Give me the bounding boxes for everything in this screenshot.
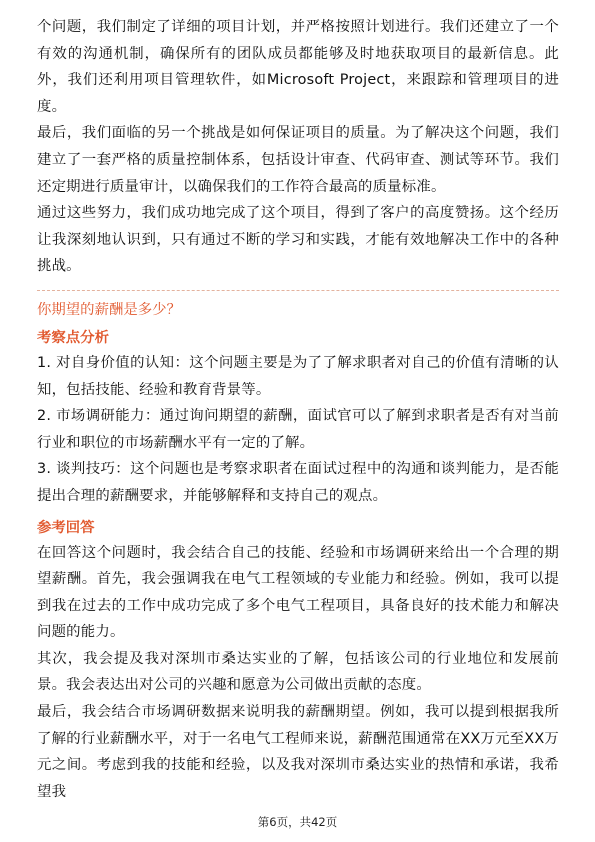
analysis-item: 3. 谈判技巧：这个问题也是考察求职者在面试过程中的沟通和谈判能力，是否能提出合理的薪酬要求，并能够解释和支持自己的观点。: [37, 461, 559, 504]
answer-paragraph: 在回答这个问题时，我会结合自己的技能、经验和市场调研来给出一个合理的期望薪酬。首先，我会强调我在电气工程领域的专业能力和经验。例如，我可以提到我在过去的工作中成功完成了多个电气工程项目，具备良好的技术能力和解决问题的能力。: [37, 544, 559, 641]
answer-title: 参考回答: [37, 519, 95, 536]
document-body: [37, 14, 559, 805]
section-divider: [37, 290, 559, 291]
page-number: 第6页，共42页: [257, 815, 338, 829]
answer-paragraph: 最后，我会结合市场调研数据来说明我的薪酬期望。例如，我可以提到根据我所了解的行业薪酬水平，对于一名电气工程师来说，薪酬范围通常在XX万元至XX万元之间。考虑到我的技能和经验，以及我对深圳市桑达实业的热情和承诺，我希望我: [37, 704, 559, 800]
paragraph: 通过这些努力，我们成功地完成了这个项目，得到了客户的高度赞扬。这个经历让我深刻地认识到，只有通过不断的学习和实践，才能有效地解决工作中的各种挑战。: [37, 205, 559, 275]
analysis-title: 考察点分析: [37, 329, 109, 346]
analysis-item: 1. 对自身价值的认知：这个问题主要是为了了解求职者对自己的价值有清晰的认知，包括技能、经验和教育背景等。: [37, 354, 559, 398]
question-heading: 你期望的薪酬是多少？: [37, 301, 181, 318]
answer-paragraph: 其次，我会提及我对深圳市桑达实业的了解，包括该公司的行业地位和发展前景。我会表达出对公司的兴趣和愿意为公司做出贡献的态度。: [37, 650, 559, 694]
paragraph: 最后，我们面临的另一个挑战是如何保证项目的质量。为了解决这个问题，我们建立了一套严格的质量控制体系，包括设计审查、代码审查、测试等环节。我们还定期进行质量审计，以确保我们的工作符合最高的质量标准。: [37, 125, 559, 195]
paragraph: 个问题，我们制定了详细的项目计划，并严格按照计划进行。我们还建立了一个有效的沟通机制，确保所有的团队成员都能够及时地获取项目的最新信息。此外，我们还利用项目管理软件，如Microsoft Project，来跟踪和管理项目的进度。: [37, 19, 559, 115]
analysis-item: 2. 市场调研能力：通过询问期望的薪酬，面试官可以了解到求职者是否有对当前行业和职位的市场薪酬水平有一定的了解。: [37, 408, 559, 451]
